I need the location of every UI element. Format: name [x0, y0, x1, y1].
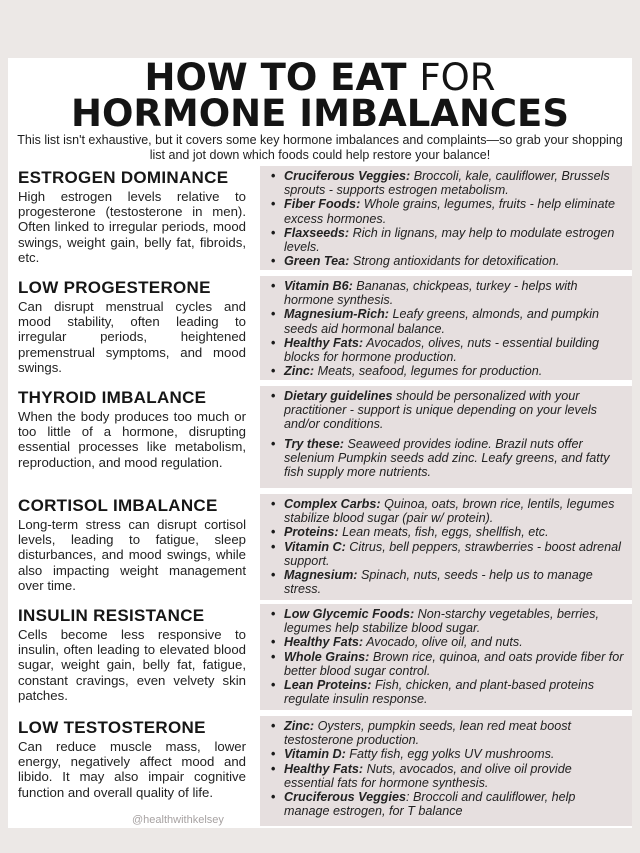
food-item: • Proteins: Lean meats, fish, eggs, shellfish, etc. [268, 525, 624, 539]
section-estrogen-dominance [8, 166, 632, 270]
section-description: Can disrupt menstrual cycles and mood stability, often leading to irregular periods, heightened premenstrual symptoms, and mood swings. [18, 299, 246, 375]
food-item: • Vitamin D: Fatty fish, egg yolks UV mushrooms. [268, 747, 624, 761]
foods-list [268, 279, 624, 378]
food-item: • Dietary guidelines should be personalized with your practitioner - support is unique depending on your levels and/or conditions. [268, 389, 624, 432]
food-item: • Flaxseeds: Rich in lignans, may help to modulate estrogen levels. [268, 226, 624, 254]
foods-panel [260, 386, 632, 488]
food-item: • Zinc: Oysters, pumpkin seeds, lean red meat boost testosterone production. [268, 719, 624, 747]
section-insulin-resistance [8, 604, 632, 710]
foods-list [268, 497, 624, 596]
condition-panel [8, 166, 254, 270]
section-heading: LOW PROGESTERONE [18, 278, 211, 297]
foods-panel [260, 604, 632, 710]
intro-text: This list isn't exhaustive, but it covers some key hormone imbalances and complaints—so grab your shopping list and jot down which foods could help restore your balance! [17, 133, 623, 162]
food-item: • Lean Proteins: Fish, chicken, and plant-based proteins regulate insulin response. [268, 678, 624, 706]
foods-list [268, 169, 624, 268]
section-heading: CORTISOL IMBALANCE [18, 496, 218, 515]
title-line-2: HORMONE IMBALANCES [71, 92, 569, 135]
section-thyroid-imbalance [8, 386, 632, 488]
food-item: • Cruciferous Veggies: Broccoli, kale, cauliflower, Brussels sprouts - supports estrogen metabolism. [268, 169, 624, 197]
food-item: • Low Glycemic Foods: Non-starchy vegetables, berries, legumes help stabilize blood sugar. [268, 607, 624, 635]
food-item: • Healthy Fats: Avocados, olives, nuts - essential building blocks for hormone production. [268, 336, 624, 364]
condition-panel [8, 276, 254, 380]
section-description: High estrogen levels relative to progesterone (testosterone in men). Often linked to irregular periods, mood swings, weight gain, belly fat, fibroids, etc. [18, 189, 246, 265]
section-heading: ESTROGEN DOMINANCE [18, 168, 229, 187]
section-low-progesterone [8, 276, 632, 380]
food-item: • Zinc: Meats, seafood, legumes for production. [268, 364, 624, 378]
title-bold: HOW TO EAT [144, 56, 407, 99]
section-description: When the body produces too much or too little of a hormone, disrupting essential processes like metabolism, reproduction, and mood regulation. [18, 409, 246, 470]
food-item: • Try these: Seaweed provides iodine. Brazil nuts offer selenium Pumpkin seeds add zinc. Leafy greens, and fatty fish supply more nutrients. [268, 437, 624, 480]
section-description: Cells become less responsive to insulin, often leading to elevated blood sugar, weight gain, belly fat, fatigue, constant cravings, even velvety skin patches. [18, 627, 246, 703]
food-item: • Whole Grains: Brown rice, quinoa, and oats provide fiber for better blood sugar control. [268, 650, 624, 678]
section-heading: THYROID IMBALANCE [18, 388, 207, 407]
condition-panel [8, 604, 254, 710]
section-cortisol-imbalance [8, 494, 632, 600]
food-item: • Cruciferous Veggies: Broccoli and cauliflower, help manage estrogen, for T balance [268, 790, 624, 818]
section-description: Can reduce muscle mass, lower energy, negatively affect mood and libido. It may also impair cognitive function and overall quality of life. [18, 739, 246, 800]
foods-panel [260, 716, 632, 826]
condition-panel [8, 494, 254, 600]
food-item: • Complex Carbs: Quinoa, oats, brown rice, lentils, legumes stabilize blood sugar (pair w/ protein). [268, 497, 624, 525]
section-description: Long-term stress can disrupt cortisol levels, leading to fatigue, sleep disturbances, and mood swings, while also impacting weight management over time. [18, 517, 246, 593]
food-item: • Magnesium-Rich: Leafy greens, almonds, and pumpkin seeds aid hormonal balance. [268, 307, 624, 335]
section-heading: LOW TESTOSTERONE [18, 718, 206, 737]
section-heading: INSULIN RESISTANCE [18, 606, 205, 625]
food-item: • Healthy Fats: Avocado, olive oil, and nuts. [268, 635, 624, 649]
foods-panel [260, 166, 632, 270]
food-item: • Fiber Foods: Whole grains, legumes, fruits - help eliminate excess hormones. [268, 197, 624, 225]
food-item: • Vitamin C: Citrus, bell peppers, strawberries - boost adrenal support. [268, 540, 624, 568]
food-item: • Magnesium: Spinach, nuts, seeds - help us to manage stress. [268, 568, 624, 596]
food-item: • Healthy Fats: Nuts, avocados, and olive oil provide essential fats for hormone synthesis. [268, 762, 624, 790]
watermark: @healthwithkelsey [132, 814, 224, 826]
section-low-testosterone [8, 716, 632, 826]
title-light: FOR [419, 56, 496, 99]
foods-list [268, 389, 624, 479]
food-item: • Green Tea: Strong antioxidants for detoxification. [268, 254, 624, 268]
foods-panel [260, 494, 632, 600]
foods-panel [260, 276, 632, 380]
foods-list [268, 607, 624, 706]
foods-list [268, 719, 624, 818]
condition-panel [8, 716, 254, 826]
condition-panel [8, 386, 254, 488]
food-item: • Vitamin B6: Bananas, chickpeas, turkey - helps with hormone synthesis. [268, 279, 624, 307]
